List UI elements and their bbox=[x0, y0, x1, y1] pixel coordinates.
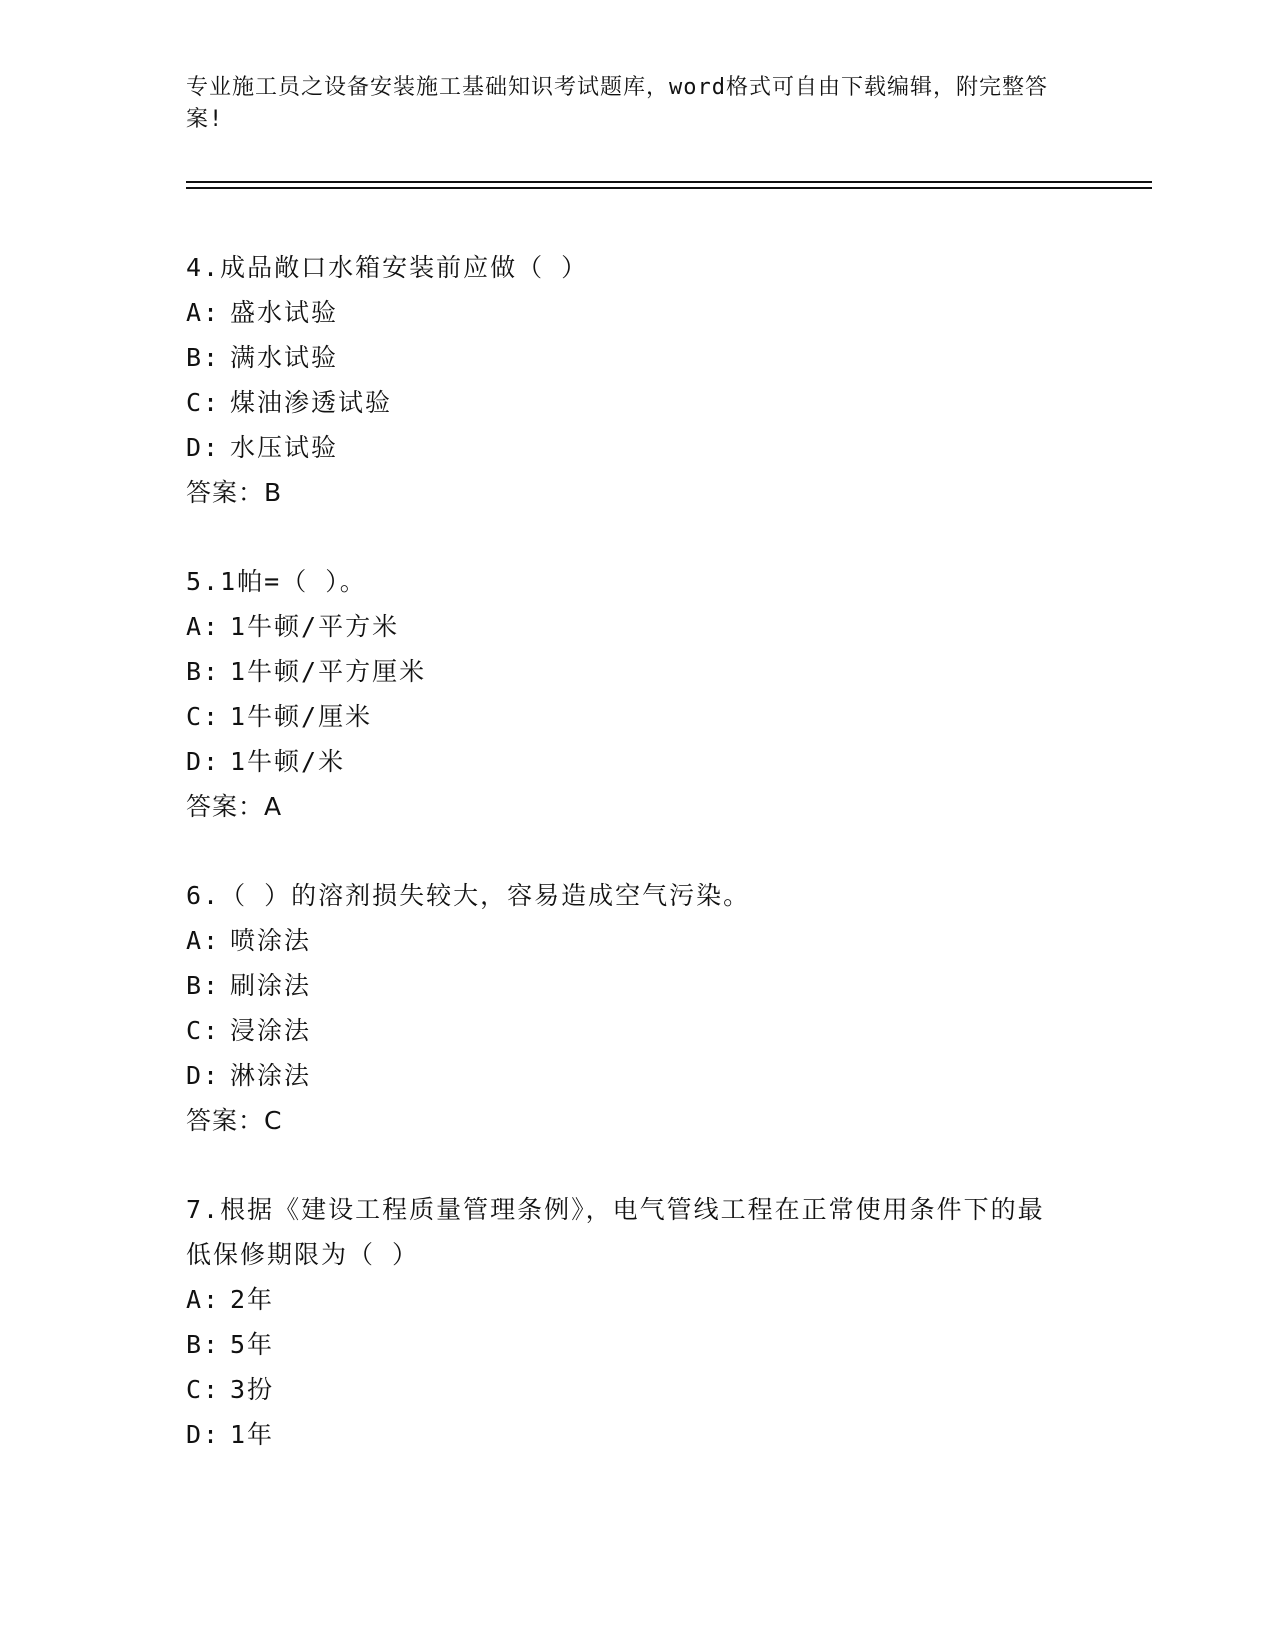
question-5 bbox=[186, 559, 1152, 829]
document-header-text: 专业施工员之设备安装施工基础知识考试题库，word格式可自由下载编辑，附完整答案! bbox=[186, 75, 1048, 132]
question-text: 6.（ ）的溶剂损失较大，容易造成空气污染。 bbox=[186, 881, 751, 910]
question-6 bbox=[186, 873, 1152, 1143]
option-a: A: 喷涂法 bbox=[186, 926, 312, 955]
option-d: D: 水压试验 bbox=[186, 433, 339, 462]
header-double-rule bbox=[186, 181, 1152, 189]
option-d: D: 淋涂法 bbox=[186, 1061, 312, 1090]
option-c: C: 煤油渗透试验 bbox=[186, 388, 393, 417]
document-page bbox=[186, 72, 1152, 1501]
question-7 bbox=[186, 1187, 1152, 1457]
option-b: B: 5年 bbox=[186, 1330, 275, 1359]
question-text: 5.1帕=（ ）。 bbox=[186, 567, 367, 596]
option-b: B: 刷涂法 bbox=[186, 971, 312, 1000]
question-text: 7.根据《建设工程质量管理条例》，电气管线工程在正常使用条件下的最低保修期限为（ ） bbox=[186, 1195, 1045, 1269]
question-list bbox=[186, 245, 1152, 1457]
answer-text: 答案：A bbox=[186, 792, 283, 821]
option-d: D: 1年 bbox=[186, 1420, 275, 1449]
option-d: D: 1牛顿/米 bbox=[186, 747, 346, 776]
option-a: A: 盛水试验 bbox=[186, 298, 339, 327]
question-4 bbox=[186, 245, 1152, 515]
option-a: A: 1牛顿/平方米 bbox=[186, 612, 400, 641]
option-c: C: 3扮 bbox=[186, 1375, 275, 1404]
option-b: B: 满水试验 bbox=[186, 343, 339, 372]
answer-text: 答案：B bbox=[186, 478, 283, 507]
option-c: C: 1牛顿/厘米 bbox=[186, 702, 373, 731]
answer-text: 答案：C bbox=[186, 1106, 283, 1135]
question-text: 4.成品敞口水箱安装前应做（ ） bbox=[186, 253, 589, 282]
option-b: B: 1牛顿/平方厘米 bbox=[186, 657, 427, 686]
option-a: A: 2年 bbox=[186, 1285, 275, 1314]
option-c: C: 浸涂法 bbox=[186, 1016, 312, 1045]
